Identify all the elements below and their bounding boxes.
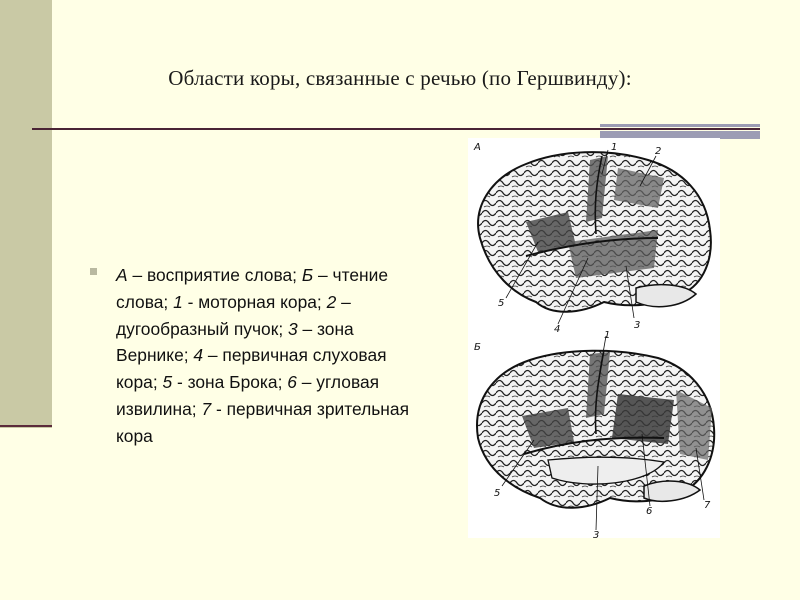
side-decoration-line xyxy=(0,425,52,427)
bullet-square-icon xyxy=(90,268,97,275)
brain-b-angular-area xyxy=(612,394,674,444)
panel-b-letter: Б xyxy=(474,342,481,353)
brain-figure xyxy=(468,138,720,538)
caption-text: А – восприятие слова; Б – чтение слова; 1 - моторная кора; 2 – дугообразный пучок; 3 – зона Вернике; 4 – первичная слуховая кора; 5 - зона Брока; 6 – угловая извилина; 7 - первичная зрительная кора xyxy=(116,265,410,446)
slide-title: Области коры, связанные с речью (по Гершвинду): xyxy=(168,66,632,90)
caption-bullet xyxy=(90,262,415,450)
title-divider xyxy=(32,128,760,130)
brain-panel-a xyxy=(473,142,711,335)
panel-a-letter: А xyxy=(474,142,481,153)
divider-accent-top xyxy=(600,124,760,127)
label-b-7: 7 xyxy=(704,500,711,511)
brain-panel-b xyxy=(474,330,714,538)
label-a-4: 4 xyxy=(554,324,561,335)
label-b-6: 6 xyxy=(646,506,653,517)
brain-diagrams-svg xyxy=(468,138,720,538)
side-decoration-band xyxy=(0,0,52,428)
label-a-5: 5 xyxy=(498,298,505,309)
label-b-5: 5 xyxy=(494,488,501,499)
label-a-2: 2 xyxy=(655,146,662,157)
label-b-3: 3 xyxy=(593,530,600,538)
label-b-1: 1 xyxy=(604,330,611,341)
label-a-1: 1 xyxy=(611,142,618,153)
label-a-3: 3 xyxy=(634,320,641,331)
